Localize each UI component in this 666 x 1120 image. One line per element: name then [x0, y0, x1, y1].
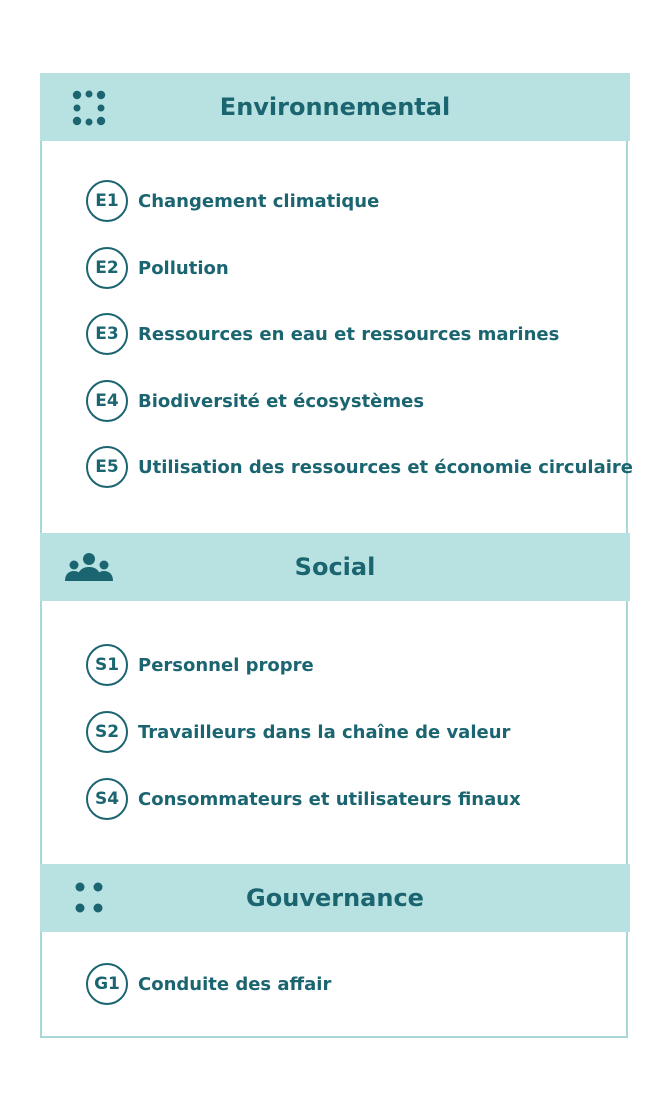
item-label: Conduite des affair [138, 973, 332, 995]
list-item [86, 180, 379, 222]
item-code-badge: E4 [86, 380, 128, 422]
section-social [40, 533, 628, 866]
item-code-badge: E2 [86, 247, 128, 289]
item-code-badge: E5 [86, 446, 128, 488]
section-gouvernance [40, 864, 628, 1038]
list-item [86, 446, 633, 488]
item-label: Personnel propre [138, 654, 314, 676]
section-environnemental [40, 73, 633, 535]
item-code-badge: E3 [86, 313, 128, 355]
list-item [86, 313, 559, 355]
list-item [86, 644, 314, 686]
item-label: Pollution [138, 257, 229, 279]
item-code-badge: S1 [86, 644, 128, 686]
list-item [86, 778, 521, 820]
section-title: Gouvernance [246, 884, 424, 912]
section-header [40, 864, 630, 932]
item-label: Biodiversité et écosystèmes [138, 390, 425, 412]
item-label: Consommateurs et utilisateurs finaux [138, 788, 521, 810]
item-label: Ressources en eau et ressources marines [138, 323, 560, 345]
section-header [40, 73, 630, 141]
item-label: Travailleurs dans la chaîne de valeur [138, 721, 511, 743]
item-code-badge: S4 [86, 778, 128, 820]
section-title: Social [294, 553, 376, 581]
list-item [86, 247, 229, 289]
list-item [86, 380, 424, 422]
item-code-badge: S2 [86, 711, 128, 753]
section-header [40, 533, 630, 601]
item-code-badge: E1 [86, 180, 128, 222]
item-label: Utilisation des ressources et économie circulaire [138, 456, 633, 478]
item-code-badge: G1 [86, 963, 128, 1005]
section-title: Environnemental [219, 93, 451, 121]
list-item [86, 963, 331, 1005]
item-label: Changement climatique [138, 190, 380, 212]
list-item [86, 711, 510, 753]
